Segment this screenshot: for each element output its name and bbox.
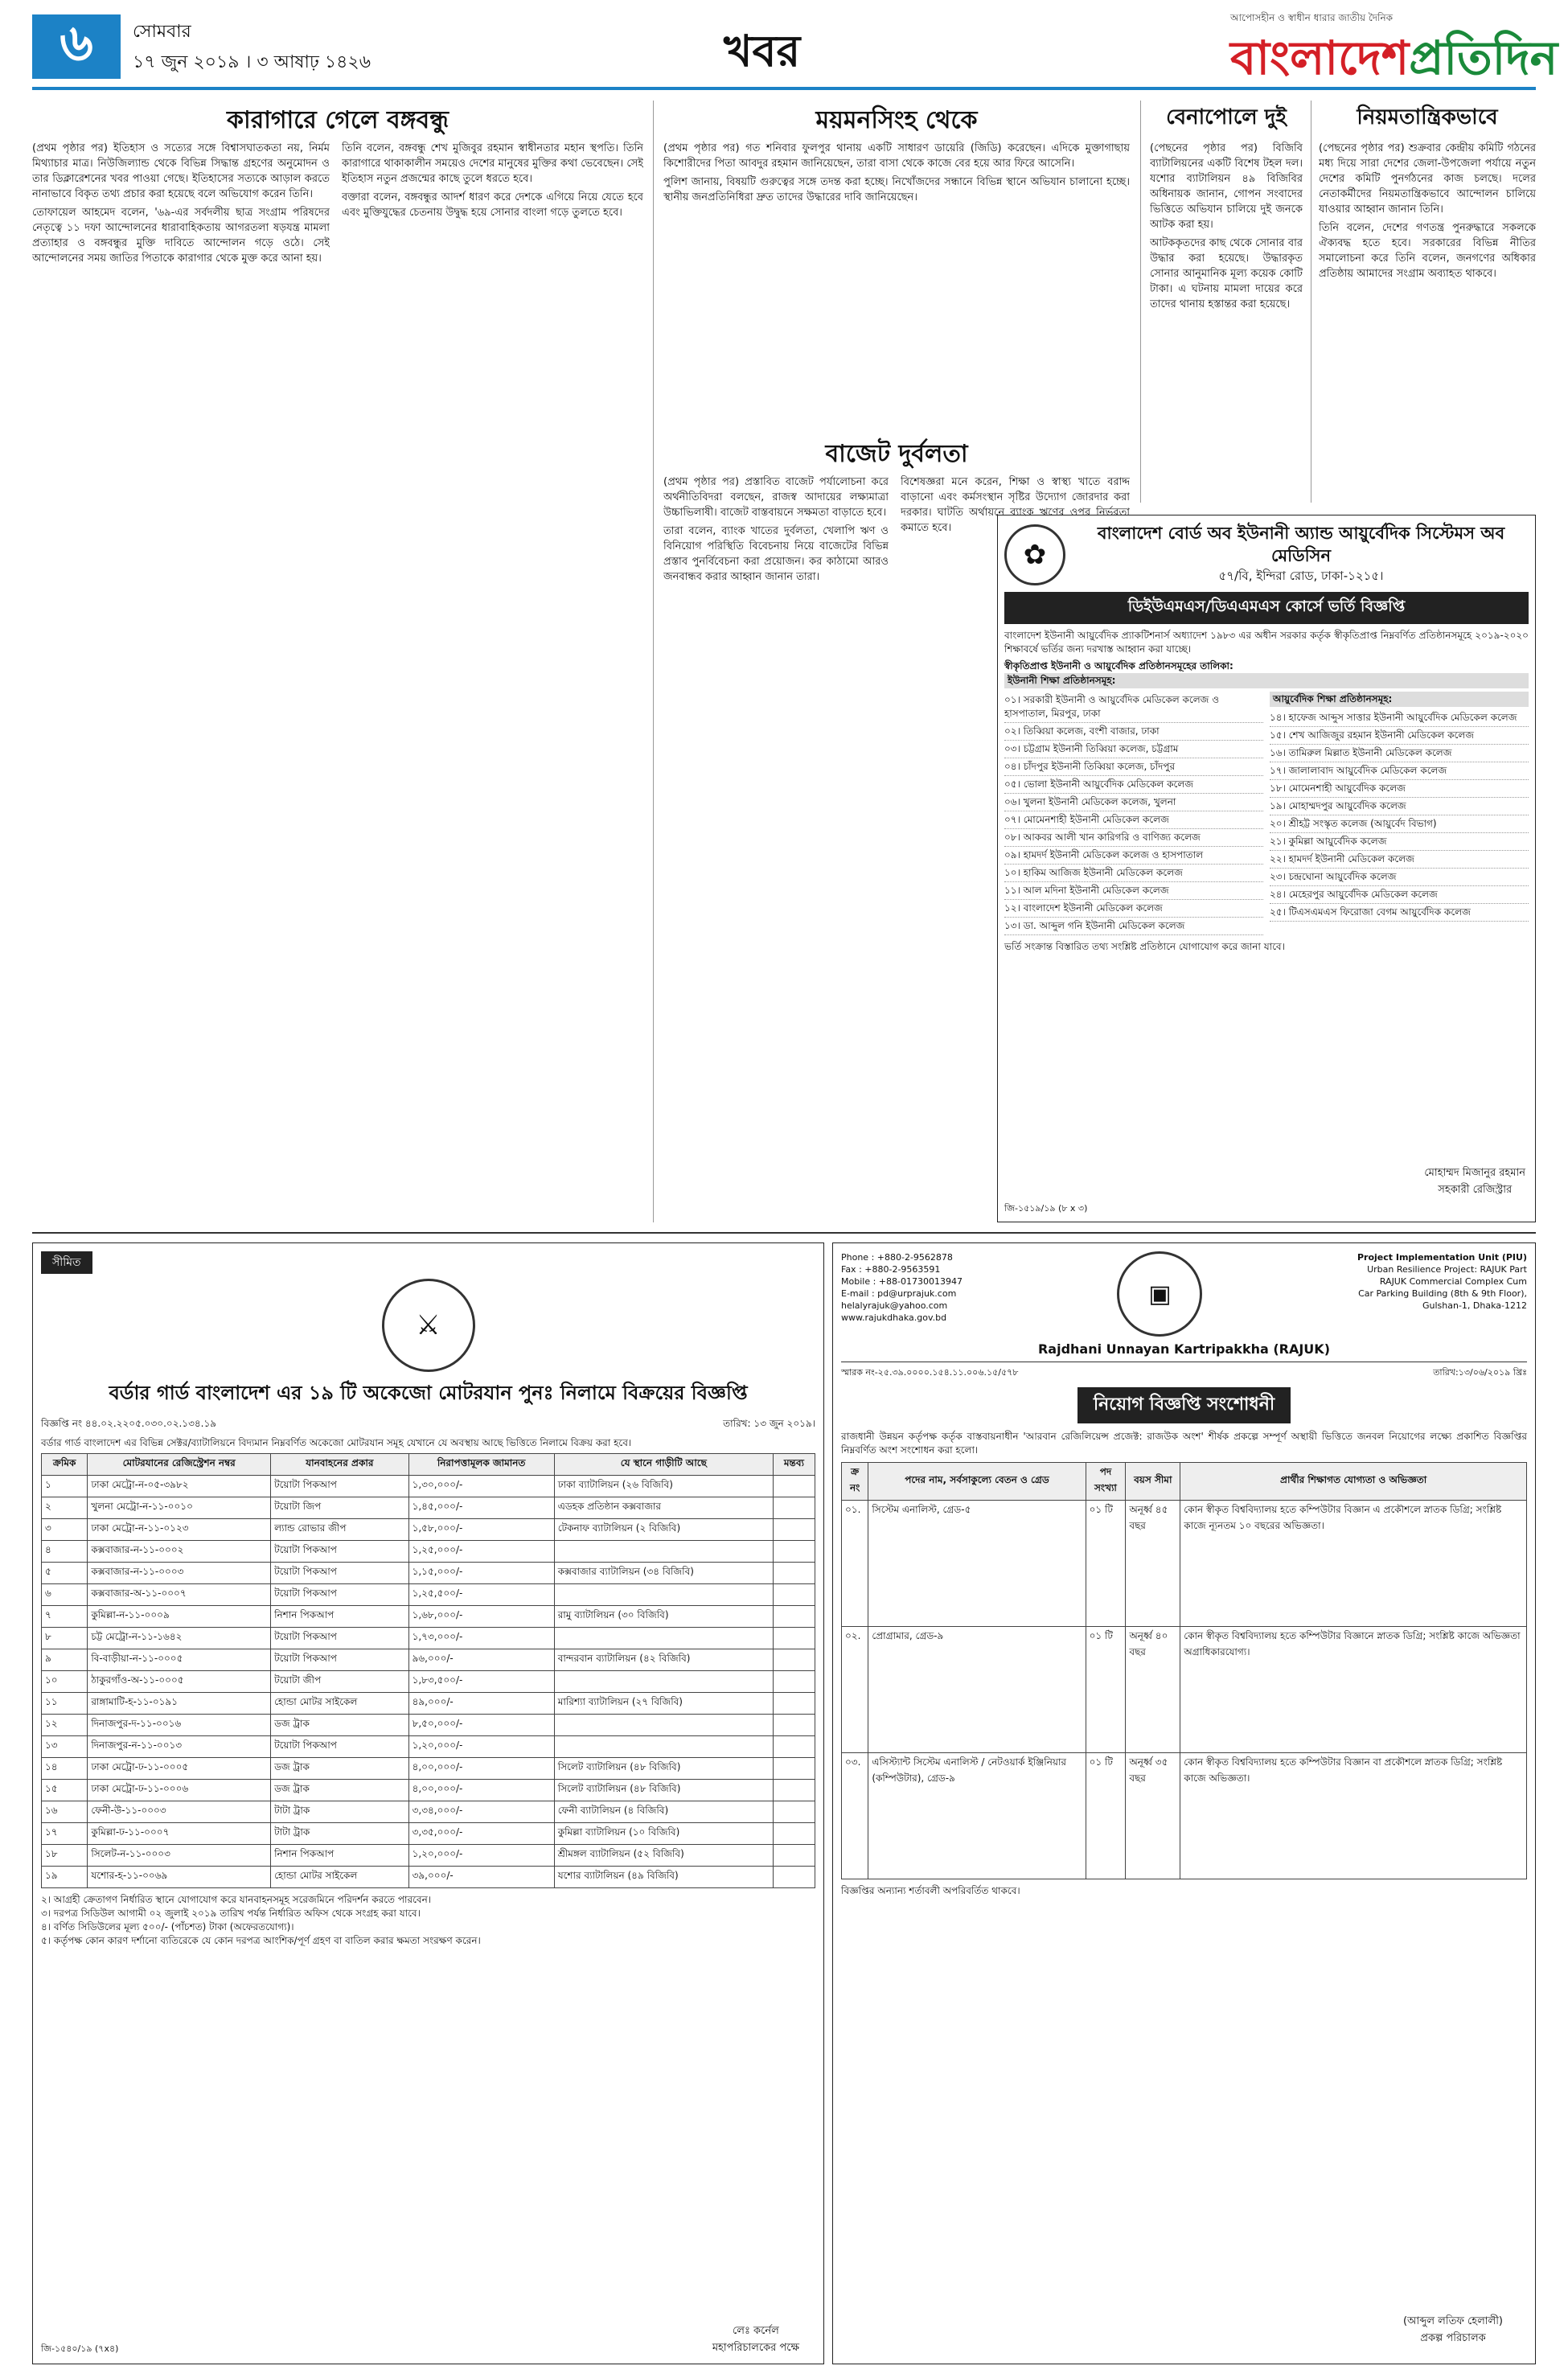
table-cell: ১৯ [42, 1867, 88, 1888]
paragraph: তিনি বলেন, দেশের গণতন্ত্র পুনরুদ্ধারে সকলকে ঐক্যবদ্ধ হতে হবে। সরকারের বিভিন্ন নীতির সমালোচনা করে তিনি বলেন, জনগণের অধিকার প্রতিষ্ঠায় আমাদের সংগ্রাম অব্যাহত থাকবে। [1319, 222, 1536, 280]
table-cell: টাটা ট্রাক [271, 1823, 409, 1845]
institution-item: ০৫। ভোলা ইউনানী আয়ুর্বেদিক মেডিকেল কলেজ [1004, 776, 1263, 794]
note-item: ৪। বর্ণিত সিডিউলের মূল্য ৫০০/- (পাঁচশত) টাকা (অফেরতযোগ্য)। [41, 1921, 294, 1932]
table-cell: ঠাকুরগাঁও-অ-১১-০০০৫ [88, 1671, 271, 1693]
table-cell: ৮,৫০,০০০/- [408, 1715, 554, 1736]
table-cell: ১,২৫,৫০০/- [408, 1584, 554, 1606]
table-cell: ১৬ [42, 1801, 88, 1823]
table-cell [773, 1867, 815, 1888]
table-cell: অনূর্ধ্ব ৪৫ বছর [1126, 1501, 1180, 1627]
ad-unani-list-right [1270, 709, 1529, 922]
table-cell: ১,৭৩,০০০/- [408, 1628, 554, 1649]
ad-unani-list-title: স্বীকৃতিপ্রাপ্ত ইউনানী ও আয়ুর্বেদিক প্রতিষ্ঠানসমূহের তালিকা: [1004, 660, 1233, 672]
article-title-mymensingh: ময়মনসিংহ থেকে [815, 106, 978, 134]
table-cell: ২ [42, 1497, 88, 1519]
ad-unani-list-left [1004, 692, 1263, 935]
table-cell: সিলেট-ন-১১-০০০৩ [88, 1845, 271, 1867]
paragraph: পুলিশ জানায়, বিষয়টি গুরুত্বের সঙ্গে তদন্ত করা হচ্ছে। নিখোঁজদের সন্ধানে বিভিন্ন স্থানে অভিযান চালানো হচ্ছে। স্থানীয় জনপ্রতিনিধিরা দ্রুত তাদের উদ্ধারের দাবি জানিয়েছেন। [663, 176, 1130, 203]
table-row [42, 1584, 815, 1606]
table-header-cell: পদ সংখ্যা [1086, 1463, 1126, 1501]
piu-line: RAJUK Commercial Complex Cum [1379, 1276, 1527, 1287]
table-cell: ঢাকা মেট্রো-ন-১১-০১২৩ [88, 1519, 271, 1541]
ad-rajuk-recruitment [832, 1242, 1536, 2364]
table-cell [773, 1736, 815, 1758]
paragraph: আটককৃতদের কাছ থেকে সোনার বার উদ্ধার করা হয়েছে। উদ্ধারকৃত সোনার আনুমানিক মূল্য কয়েক কোটি টাকা। এ ঘটনায় মামলা দায়ের করে তাদের থানায় হস্তান্তর করা হয়েছে। [1150, 237, 1303, 310]
table-cell: ১,১৫,০০০/- [408, 1563, 554, 1584]
table-header-cell: যে স্থানে গাড়ীটি আছে [554, 1454, 773, 1476]
table-cell: ১,২০,০০০/- [408, 1845, 554, 1867]
table-cell: ফেনী-উ-১১-০০০৩ [88, 1801, 271, 1823]
table-cell: যশোর ব্যাটালিয়ন (৪৯ বিজিবি) [554, 1867, 773, 1888]
table-cell: প্রোগ্রামার, গ্রেড-৯ [868, 1627, 1086, 1753]
contact-line: Phone : +880-2-9562878 [841, 1252, 953, 1263]
table-cell: হোন্ডা মোটর সাইকেল [271, 1693, 409, 1715]
table-cell: কক্সবাজার-অ-১১-০০০৭ [88, 1584, 271, 1606]
table-cell: কক্সবাজার-ন-১১-০০০২ [88, 1541, 271, 1563]
table-row [842, 1501, 1527, 1627]
table-header-cell: পদের নাম, সর্বসাকুল্যে বেতন ও গ্রেড [868, 1463, 1086, 1501]
contact-line: helalyrajuk@yahoo.com [841, 1300, 948, 1311]
table-cell: ৭ [42, 1606, 88, 1628]
table-cell: কক্সবাজার-ন-১১-০০০৩ [88, 1563, 271, 1584]
column-divider [653, 101, 654, 1222]
table-cell: অনূর্ধ্ব ৩৫ বছর [1126, 1753, 1180, 1879]
institution-item: ২০। শ্রীহট্ট সংস্কৃত কলেজ (আয়ুর্বেদ বিভাগ) [1270, 815, 1529, 833]
ad-unani-footer: ভর্তি সংক্রান্ত বিস্তারিত তথ্য সংশ্লিষ্ট প্রতিষ্ঠানে যোগাযোগ করে জানা যাবে। [1004, 941, 1285, 952]
table-row [42, 1758, 815, 1780]
date-label: ১৭ জুন ২০১৯ । ৩ আষাঢ় ১৪২৬ [133, 52, 371, 72]
table-cell: ১,২০,০০০/- [408, 1736, 554, 1758]
ad-bgb-table-header [42, 1454, 815, 1476]
table-row [42, 1519, 815, 1541]
ad-bgb-table [41, 1453, 815, 1888]
table-row [42, 1736, 815, 1758]
table-cell [773, 1476, 815, 1497]
table-cell: ৪৯,০০০/- [408, 1693, 554, 1715]
table-cell [773, 1780, 815, 1801]
institution-item: ১৯। মোহাম্মদপুর আয়ুর্বেদিক কলেজ [1270, 798, 1529, 815]
table-cell: ০১ টি [1086, 1753, 1126, 1879]
table-cell: শ্রীমঙ্গল ব্যাটালিয়ন (৫২ বিজিবি) [554, 1845, 773, 1867]
ad-rajuk-table [841, 1462, 1527, 1879]
table-cell: ১,৪৫,০০০/- [408, 1497, 554, 1519]
ad-rajuk-memo-date: তারিখ:১৩/০৬/২০১৯ খ্রিঃ [1433, 1367, 1527, 1378]
table-cell [773, 1671, 815, 1693]
table-cell [554, 1736, 773, 1758]
table-cell [773, 1497, 815, 1519]
institution-item: ১০। হাকিম আজিজ ইউনানী মেডিকেল কলেজ [1004, 865, 1263, 882]
ad-bgb-ref: বিজ্ঞপ্তি নং ৪৪.০২.২২০৫.০৩০.০২.১৩৪.১৯ [41, 1418, 217, 1429]
table-cell: ৩,৩৫,০০০/- [408, 1823, 554, 1845]
note-item: ৫। কর্তৃপক্ষ কোন কারণ দর্শানো ব্যতিরেকে যে কোন দরপত্র আংশিক/পূর্ণ গ্রহণ বা বাতিল করার ক্ষমতা সংরক্ষণ করেন। [41, 1935, 481, 1946]
table-cell: ১,৩০,০০০/- [408, 1476, 554, 1497]
article-body-bangabandhu-col2 [342, 141, 643, 1222]
paragraph: বিশেষজ্ঞরা মনে করেন, শিক্ষা ও স্বাস্থ্য খাতে বরাদ্দ বাড়ানো এবং কর্মসংস্থান সৃষ্টির উদ্যোগ জোরদার করা দরকার। ঘাটতি অর্থায়নে ব্যাংক ঋণের ওপর নির্ভরতা কমাতে হবে। [901, 476, 1130, 534]
table-cell: ১৫ [42, 1780, 88, 1801]
institution-item: ১৪। হাফেজ আব্দুস সাত্তার ইউনানী আয়ুর্বেদিক মেডিকেল কলেজ [1270, 709, 1529, 727]
ad-bgb-signer: লেঃ কর্নেল [733, 2325, 779, 2337]
table-cell: দিনাজপুর-ন-১১-০০১৩ [88, 1736, 271, 1758]
table-cell: নিশান পিকআপ [271, 1845, 409, 1867]
contact-line: www.rajukdhaka.gov.bd [841, 1312, 947, 1323]
ad-rajuk-title: নিয়োগ বিজ্ঞপ্তি সংশোধনী [1077, 1387, 1291, 1423]
table-cell: কুমিল্লা-ন-১১-০০০৯ [88, 1606, 271, 1628]
table-cell: ল্যান্ড রোভার জীপ [271, 1519, 409, 1541]
ad-bgb-notes [41, 1893, 815, 1948]
institution-item: ০৬। খুলনা ইউনানী মেডিকেল কলেজ, খুলনা [1004, 794, 1263, 811]
table-cell: ০১ টি [1086, 1627, 1126, 1753]
institution-item: ২২। হামদর্দ ইউনানী মেডিকেল কলেজ [1270, 851, 1529, 869]
ad-unani-sub1: ইউনানী শিক্ষা প্রতিষ্ঠানসমূহ: [1004, 673, 1529, 688]
table-cell: হোন্ডা মোটর সাইকেল [271, 1867, 409, 1888]
table-cell: ১৭ [42, 1823, 88, 1845]
table-cell: বান্দরবান ব্যাটালিয়ন (৪২ বিজিবি) [554, 1649, 773, 1671]
note-item: ৩। দরপত্র সিডিউল আগামী ০২ জুলাই ২০১৯ তারিখ পর্যন্ত নির্ধারিত অফিস থেকে সংগ্রহ করা যাবে। [41, 1908, 421, 1919]
table-cell: ১,২৫,০০০/- [408, 1541, 554, 1563]
ad-unani-intro: বাংলাদেশ ইউনানী আয়ুর্বেদিক প্র্যাকটিশনার্স অধ্যাদেশ ১৯৮৩ এর অধীন সরকার কর্তৃক স্বীকৃতিপ্রাপ্ত নিম্নবর্ণিত প্রতিষ্ঠানসমূহে ২০১৯-২০২০ শিক্ষাবর্ষে ভর্তির জন্য দরখাস্ত আহ্বান করা যাচ্ছে। [1004, 630, 1529, 655]
ad-unani-signature [1424, 1165, 1525, 1199]
institution-item: ০৮। আকবর আলী খান কারিগরি ও বাণিজ্য কলেজ [1004, 829, 1263, 847]
ad-rajuk-footer: বিজ্ঞপ্তির অন্যান্য শর্তাবলী অপরিবর্তিত থাকবে। [841, 1885, 1020, 1896]
table-cell: ১,৮৩,৫০০/- [408, 1671, 554, 1693]
table-header-cell: ক্রমিক [42, 1454, 88, 1476]
table-cell: ৪,০০,০০০/- [408, 1780, 554, 1801]
table-cell: টাটা ট্রাক [271, 1801, 409, 1823]
table-cell: ৩৯,০০০/- [408, 1867, 554, 1888]
table-cell: ০২. [842, 1627, 868, 1753]
table-cell [773, 1693, 815, 1715]
table-cell: ১,৬৮,০০০/- [408, 1606, 554, 1628]
table-header-cell: ক্র নং [842, 1463, 868, 1501]
ad-bgb-date: তারিখ: ১৩ জুন ২০১৯। [723, 1418, 815, 1429]
table-cell [554, 1584, 773, 1606]
table-row [42, 1649, 815, 1671]
institution-item: ২৩। চন্দ্রঘোনা আয়ুর্বেদিক কলেজ [1270, 869, 1529, 886]
ad-unani-admission [997, 515, 1536, 1222]
institution-item: ০২। তিব্বিয়া কলেজ, বংশী বাজার, ঢাকা [1004, 723, 1263, 741]
institution-item: ১২। বাংলাদেশ ইউনানী মেডিকেল কলেজ [1004, 900, 1263, 918]
brand-tagline: আপোসহীন ও স্বাধীন ধারার জাতীয় দৈনিক [1230, 12, 1394, 23]
table-cell: ৮ [42, 1628, 88, 1649]
article-title-benapole: বেনাপোলে দুই [1166, 105, 1287, 129]
table-row [42, 1845, 815, 1867]
column-divider [1140, 101, 1141, 503]
table-cell: ৪,০০,০০০/- [408, 1758, 554, 1780]
ad-bgb-table-body [42, 1476, 815, 1888]
paragraph: (প্রথম পৃষ্ঠার পর) প্রস্তাবিত বাজেট পর্যালোচনা করে অর্থনীতিবিদরা বলছেন, রাজস্ব আদায়ের লক্ষ্যমাত্রা উচ্চাভিলাষী। বাজেট বাস্তবায়নে সক্ষমতা বাড়াতে হবে। [663, 476, 889, 519]
piu-line: Urban Resilience Project: RAJUK Part [1367, 1264, 1527, 1275]
table-cell: সিলেট ব্যাটালিয়ন (৪৮ বিজিবি) [554, 1780, 773, 1801]
institution-item: ০১। সরকারী ইউনানী ও আয়ুর্বেদিক মেডিকেল কলেজ ও হাসপাতাল, মিরপুর, ঢাকা [1004, 692, 1263, 723]
table-cell [773, 1715, 815, 1736]
piu-line: Car Parking Building (8th & 9th Floor), [1358, 1288, 1527, 1299]
table-cell: কক্সবাজার ব্যাটালিয়ন (৩৪ বিজিবি) [554, 1563, 773, 1584]
table-cell: রামু ব্যাটালিয়ন (৩০ বিজিবি) [554, 1606, 773, 1628]
ad-bgb-signer-title: মহাপরিচালকের পক্ষে [712, 2342, 799, 2354]
table-cell: ডজ ট্রাক [271, 1780, 409, 1801]
ad-bgb-tag: সীমিত [41, 1251, 92, 1274]
paragraph: (প্রথম পৃষ্ঠার পর) ইতিহাস ও সত্যের সঙ্গে বিশ্বাসঘাতকতা নয়, নির্মম মিথ্যাচার মাত্র। নিউজিল্যান্ড থেকে বিভিন্ন সিদ্ধান্ত গ্রহণের অনুমোদন ও তার ডিক্লারেশনের খবর পাওয়া গেছে। ইতিহাসের সত্যকে আড়াল করতে নানাভাবে বিকৃত তথ্য প্রচার করা হয়েছে বলে অভিযোগ করেন তিনি। [32, 142, 330, 200]
ad-rajuk-signer-title: প্রকল্প পরিচালক [1420, 2332, 1486, 2344]
table-cell: ৯ [42, 1649, 88, 1671]
table-cell: ঢাকা মেট্রো-ঢ-১১-০০০৫ [88, 1758, 271, 1780]
table-cell: ১,৫৮,০০০/- [408, 1519, 554, 1541]
table-row [42, 1606, 815, 1628]
table-cell: রাঙ্গামাটি-হ-১১-০১৯১ [88, 1693, 271, 1715]
piu-line: Project Implementation Unit (PIU) [1357, 1252, 1527, 1263]
institution-item: ১১। আল মদিনা ইউনানী মেডিকেল কলেজ [1004, 882, 1263, 900]
table-header-cell: নিরাপত্তামূলক জামানত [408, 1454, 554, 1476]
table-header-cell: যানবাহনের প্রকার [271, 1454, 409, 1476]
table-row [42, 1541, 815, 1563]
table-cell: ১৩ [42, 1736, 88, 1758]
ad-unani-list-right-wrap [1270, 692, 1529, 935]
contact-line: E-mail : pd@urprajuk.com [841, 1288, 957, 1299]
table-cell [773, 1758, 815, 1780]
ad-unani-address: ৫৭/বি, ইন্দিরা রোড, ঢাকা-১২১৫। [1218, 569, 1384, 583]
ad-unani-signer: মোহাম্মদ মিজানুর রহমান [1424, 1167, 1525, 1179]
table-cell: টয়োটা পিকআপ [271, 1563, 409, 1584]
table-cell: ডজ ট্রাক [271, 1715, 409, 1736]
table-cell [554, 1715, 773, 1736]
ad-rajuk-intro: রাজধানী উন্নয়ন কর্তৃপক্ষ কর্তৃক বাস্তবায়নাধীন 'আরবান রেজিলিয়েন্স প্রজেক্ট: রাজউক অংশ' শীর্ষক প্রকল্পে সম্পূর্ণ অস্থায়ী ভিত্তিতে জনবল নিয়োগের লক্ষ্যে প্রকাশিত বিজ্ঞপ্তির নিম্নবর্ণিত অংশ সংশোধন করা হলো। [841, 1431, 1527, 1456]
table-cell: ৯৬,০০০/- [408, 1649, 554, 1671]
table-cell: কোন স্বীকৃত বিশ্ববিদ্যালয় হতে কম্পিউটার বিজ্ঞান বা প্রকৌশলে স্নাতক ডিগ্রি; সংশ্লিষ্ট কাজে অভিজ্ঞতা। [1180, 1753, 1527, 1879]
institution-item: ১৭। জালালাবাদ আয়ুর্বেদিক মেডিকেল কলেজ [1270, 762, 1529, 780]
ad-rajuk-contact [841, 1251, 963, 1324]
section-title: খবর [724, 26, 801, 76]
table-cell: বি-বাড়ীয়া-ন-১১-০০০৫ [88, 1649, 271, 1671]
institution-item: ২৪। মেহেরপুর আয়ুর্বেদিক মেডিকেল কলেজ [1270, 886, 1529, 904]
table-cell: কুমিল্লা ব্যাটালিয়ন (১০ বিজিবি) [554, 1823, 773, 1845]
table-cell [554, 1541, 773, 1563]
ad-rajuk-org: Rajdhani Unnayan Kartripakkha (RAJUK) [1037, 1341, 1331, 1357]
table-cell: ৬ [42, 1584, 88, 1606]
table-cell: টয়োটা পিকআপ [271, 1649, 409, 1671]
table-cell: ১৪ [42, 1758, 88, 1780]
table-cell: ১ [42, 1476, 88, 1497]
table-cell [554, 1671, 773, 1693]
paragraph: (প্রথম পৃষ্ঠার পর) গত শনিবার ফুলপুর থানায় একটি সাধারণ ডায়েরি (জিডি) করেছেন। এদিকে মুক্তাগাছায় কিশোরীদের পিতা আবদুর রহমান জানিয়েছেন, তারা বাসা থেকে কাজে বের হয়ে আর ফিরে আসেনি। [663, 142, 1130, 170]
table-cell: টয়োটা পিকআপ [271, 1628, 409, 1649]
ad-rajuk-signer: (আব্দুল লতিফ হেলালী) [1402, 2315, 1503, 2327]
ad-unani-title: ডিইউএমএস/ডিএএমএস কোর্সে ভর্তি বিজ্ঞপ্তি [1004, 592, 1529, 624]
table-row [42, 1823, 815, 1845]
table-cell [773, 1541, 815, 1563]
rajuk-logo-icon: ▣ [1117, 1251, 1202, 1337]
institution-item: ১৩। ডা. আব্দুল গনি ইউনানী মেডিকেল কলেজ [1004, 918, 1263, 935]
institution-item: ২১। কুমিল্লা আয়ুর্বেদিক কলেজ [1270, 833, 1529, 851]
table-cell: অনূর্ধ্ব ৪০ বছর [1126, 1627, 1180, 1753]
table-cell: ১২ [42, 1715, 88, 1736]
table-row [42, 1715, 815, 1736]
table-cell [773, 1845, 815, 1867]
ad-unani-ref: জি-১৫১৯/১৯ (৮ x ৩) [1004, 1203, 1088, 1214]
table-cell [773, 1649, 815, 1671]
ad-rajuk-piu [1357, 1251, 1527, 1312]
article-title-bangabandhu: কারাগারে গেলে বঙ্গবন্ধু [227, 106, 449, 134]
piu-line: Gulshan-1, Dhaka-1212 [1422, 1300, 1527, 1311]
table-cell: টয়োটা জিপ [271, 1497, 409, 1519]
table-cell: ৩ [42, 1519, 88, 1541]
table-cell [773, 1563, 815, 1584]
page-number: ৬ [32, 14, 121, 79]
paragraph: (পেছনের পৃষ্ঠার পর) শুক্রবার কেন্দ্রীয় কমিটি গঠনের মধ্য দিয়ে সারা দেশের জেলা-উপজেলা পর্যায়ে নতুন দেশের কমিটি পুনর্গঠনের কাজ চলছে। দলের নেতাকর্মীদের নিয়মতান্ত্রিকভাবে আন্দোলন চালিয়ে যাওয়ার আহ্বান জানান তিনি। [1319, 142, 1536, 216]
table-cell: ০৩. [842, 1753, 868, 1879]
table-header-cell: প্রার্থীর শিক্ষাগত যোগ্যতা ও অভিজ্ঞতা [1180, 1463, 1527, 1501]
ad-unani-sub2: আয়ুর্বেদিক শিক্ষা প্রতিষ্ঠানসমূহ: [1270, 692, 1529, 707]
table-row [42, 1780, 815, 1801]
table-cell [773, 1801, 815, 1823]
table-cell: টয়োটা পিকআপ [271, 1584, 409, 1606]
paragraph: (পেছনের পৃষ্ঠার পর) বিজিবি ব্যাটালিয়নের একটি বিশেষ টহল দল। যশোর ব্যাটালিয়ন ৪৯ বিজিবির অধিনায়ক জানান, গোপন সংবাদের ভিত্তিতে অভিযান চালিয়ে দুই জনকে আটক করা হয়। [1150, 142, 1303, 231]
table-row [42, 1628, 815, 1649]
table-cell [773, 1606, 815, 1628]
table-cell: মারিশ্যা ব্যাটালিয়ন (২৭ বিজিবি) [554, 1693, 773, 1715]
institution-item: ০৯। হামদর্দ ইউনানী মেডিকেল কলেজ ও হাসপাতাল [1004, 847, 1263, 865]
table-cell: ঢাকা মেট্রো-ন-০৫-৩৯৮২ [88, 1476, 271, 1497]
brand-part-1: বাংলাদেশ [1230, 31, 1410, 85]
table-cell: এসিস্ট্যান্ট সিস্টেম এনালিস্ট / নেটওয়ার্ক ইঞ্জিনিয়ার (কম্পিউটার), গ্রেড-৯ [868, 1753, 1086, 1879]
article-body-bangabandhu-col1 [32, 141, 330, 1222]
ad-unani-signer-title: সহকারী রেজিস্ট্রার [1438, 1184, 1513, 1196]
table-cell: টেকনাফ ব্যাটালিয়ন (২ বিজিবি) [554, 1519, 773, 1541]
ad-bgb-intro: বর্ডার গার্ড বাংলাদেশ এর বিভিন্ন সেক্টর/ব্যাটালিয়নে বিদ্যমান নিম্নবর্ণিত অকেজো মোটরযান সমূহ যেখানে যে অবস্থায় আছে ভিত্তিতে নিলামে বিক্রয় করা হবে। [41, 1437, 632, 1448]
table-header-cell: মোটরযানের রেজিস্ট্রেশন নম্বর [88, 1454, 271, 1476]
contact-line: Mobile : +88-01730013947 [841, 1276, 963, 1287]
ad-unani-header [1004, 522, 1529, 587]
table-cell: নিশান পিকআপ [271, 1606, 409, 1628]
ads-divider [32, 1232, 1536, 1234]
table-row [42, 1476, 815, 1497]
table-cell: সিলেট ব্যাটালিয়ন (৪৮ বিজিবি) [554, 1758, 773, 1780]
ad-bgb-title: বর্ডার গার্ড বাংলাদেশ এর ১৯ টি অকেজো মোটরযান পুনঃ নিলামে বিক্রয়ের বিজ্ঞপ্তি [109, 1382, 748, 1404]
ad-unani-org: বাংলাদেশ বোর্ড অব ইউনানী অ্যান্ড আয়ুর্বেদিক সিস্টেমস অব মেডিসিন [1097, 524, 1505, 565]
institution-item: ২৫। টিএসএমএস ফিরোজা বেগম আয়ুর্বেদিক কলেজ [1270, 904, 1529, 922]
table-cell: টয়োটা পিকআপ [271, 1541, 409, 1563]
institution-item: ০৭। মোমেনশাহী ইউনানী মেডিকেল কলেজ [1004, 811, 1263, 829]
table-row [842, 1627, 1527, 1753]
table-row [42, 1497, 815, 1519]
article-body-benapole [1150, 141, 1303, 503]
paragraph: তিনি বলেন, বঙ্গবন্ধু শেখ মুজিবুর রহমান স্বাধীনতার মহান স্থপতি। তিনি কারাগারে থাকাকালীন সময়েও দেশের মানুষের মুক্তির কথা ভেবেছেন। সেই ইতিহাস নতুন প্রজন্মের কাছে তুলে ধরতে হবে। [342, 142, 643, 185]
day-label: সোমবার [133, 22, 191, 42]
table-cell: ডজ ট্রাক [271, 1758, 409, 1780]
ad-rajuk-memo: স্মারক নং-২৫.৩৯.০০০০.১৫৪.১১.০০৬.১৫/৫৭৮ [841, 1367, 1019, 1378]
bgb-emblem-icon: ⚔ [382, 1279, 475, 1372]
table-cell: খুলনা মেট্রো-ন-১১-০০১০ [88, 1497, 271, 1519]
table-row [42, 1563, 815, 1584]
board-seal-icon: ✿ [1004, 524, 1065, 585]
table-cell: টয়োটা জীপ [271, 1671, 409, 1693]
table-cell [773, 1823, 815, 1845]
table-cell: ০১. [842, 1501, 868, 1627]
table-cell: ৪ [42, 1541, 88, 1563]
table-cell: ১০ [42, 1671, 88, 1693]
article-body-budget-col1 [663, 474, 889, 1222]
table-cell: ৫ [42, 1563, 88, 1584]
paragraph: তারা বলেন, ব্যাংক খাতের দুর্বলতা, খেলাপি ঋণ ও বিনিয়োগ পরিস্থিতি বিবেচনায় নিয়ে বাজেটের বিভিন্ন প্রস্তাব পুনর্বিবেচনা করা প্রয়োজন। কর কাঠামো আরও জনবান্ধব করার আহ্বান জানান তারা। [663, 525, 889, 583]
table-cell: কোন স্বীকৃত বিশ্ববিদ্যালয় হতে কম্পিউটার বিজ্ঞানে স্নাতক ডিগ্রি; সংশ্লিষ্ট কাজে অভিজ্ঞতা অগ্রাধিকারযোগ্য। [1180, 1627, 1527, 1753]
table-row [42, 1867, 815, 1888]
table-cell: ঢাকা মেট্রো-ঢ-১১-০০০৬ [88, 1780, 271, 1801]
note-item: ২। আগ্রহী ক্রেতাগণ নির্ধারিত স্থানে যোগাযোগ করে যানবাহনসমূহ সরেজমিনে পরিদর্শন করতে পারবেন। [41, 1894, 432, 1905]
table-cell: ০১ টি [1086, 1501, 1126, 1627]
table-row [42, 1671, 815, 1693]
article-title-niyomtantrik: নিয়মতান্ত্রিকভাবে [1357, 105, 1498, 129]
table-cell: কুমিল্লা-ঢ-১১-০০০৭ [88, 1823, 271, 1845]
table-cell: ১৮ [42, 1845, 88, 1867]
table-cell: টয়োটা পিকআপ [271, 1476, 409, 1497]
table-cell: যশোর-হ-১১-০০৬৯ [88, 1867, 271, 1888]
table-cell: সিস্টেম এনালিস্ট, গ্রেড-৫ [868, 1501, 1086, 1627]
table-cell [773, 1584, 815, 1606]
ad-rajuk-table-header [842, 1463, 1527, 1501]
ad-rajuk-table-body [842, 1501, 1527, 1879]
table-cell: দিনাজপুর-দ-১১-০০১৬ [88, 1715, 271, 1736]
table-cell: কোন স্বীকৃত বিশ্ববিদ্যালয় হতে কম্পিউটার বিজ্ঞান এ প্রকৌশলে স্নাতক ডিগ্রি; সংশ্লিষ্ট কাজে ন্যূনতম ১০ বছরের অভিজ্ঞতা। [1180, 1501, 1527, 1627]
table-cell: ১১ [42, 1693, 88, 1715]
paragraph: বক্তারা বলেন, বঙ্গবন্ধুর আদর্শ ধারণ করে দেশকে এগিয়ে নিয়ে যেতে হবে এবং মুক্তিযুদ্ধের চেতনায় উদ্বুদ্ধ হয়ে সোনার বাংলা গড়ে তুলতে হবে। [342, 191, 643, 219]
table-cell: এডহক প্রতিষ্ঠান কক্সবাজার [554, 1497, 773, 1519]
institution-item: ১৫। শেখ আজিজুর রহমান ইউনানী মেডিকেল কলেজ [1270, 727, 1529, 745]
table-cell [773, 1628, 815, 1649]
table-cell: চট্ট মেট্রো-ন-১১-১৬৪২ [88, 1628, 271, 1649]
institution-item: ১৮। মোমেনশাহী আয়ুর্বেদিক কলেজ [1270, 780, 1529, 798]
brand-part-2: প্রতিদিন [1409, 31, 1558, 85]
table-cell: ঢাকা ব্যাটালিয়ন (২৬ বিজিবি) [554, 1476, 773, 1497]
table-cell: ফেনী ব্যাটালিয়ন (৪ বিজিবি) [554, 1801, 773, 1823]
article-body-niyomtantrik [1319, 141, 1536, 503]
institution-item: ১৬। তামিরুল মিল্লাত ইউনানী মেডিকেল কলেজ [1270, 745, 1529, 762]
table-row [842, 1753, 1527, 1879]
ad-bgb-auction [32, 1242, 824, 2364]
table-cell [773, 1519, 815, 1541]
table-row [42, 1801, 815, 1823]
ad-bgb-signature [712, 2323, 799, 2357]
table-cell [554, 1628, 773, 1649]
table-header-cell: মন্তব্য [773, 1454, 815, 1476]
contact-line: Fax : +880-2-9563591 [841, 1264, 941, 1275]
paragraph: তোফায়েল আহমেদ বলেন, '৬৯-এর সর্বদলীয় ছাত্র সংগ্রাম পরিষদের নেতৃত্বে ১১ দফা আন্দোলনের ধারাবাহিকতায় আগরতলা ষড়যন্ত্র মামলা প্রত্যাহার ও বঙ্গবন্ধুর মুক্তি দাবিতে আন্দোলন গড়ে ওঠে। সেই আন্দোলনের সময় জাতির পিতাকে কারাগার থেকে মুক্ত করে আনা হয়। [32, 207, 330, 265]
institution-item: ০৪। চাঁদপুর ইউনানী তিব্বিয়া কলেজ, চাঁদপুর [1004, 758, 1263, 776]
table-cell: ৩,৩৪,০০০/- [408, 1801, 554, 1823]
article-body-mymensingh [663, 141, 1130, 426]
table-cell: টয়োটা পিকআপ [271, 1736, 409, 1758]
header-rule [32, 87, 1536, 90]
table-header-cell: বয়স সীমা [1126, 1463, 1180, 1501]
table-row [42, 1693, 815, 1715]
ad-bgb-ref-code: জি-১৫৪০/১৯ (৭x৪) [41, 2343, 119, 2354]
institution-item: ০৩। চট্টগ্রাম ইউনানী তিব্বিয়া কলেজ, চট্টগ্রাম [1004, 741, 1263, 758]
ad-rajuk-signature [1403, 2314, 1503, 2347]
article-title-budget: বাজেট দুর্বলতা [825, 440, 968, 468]
